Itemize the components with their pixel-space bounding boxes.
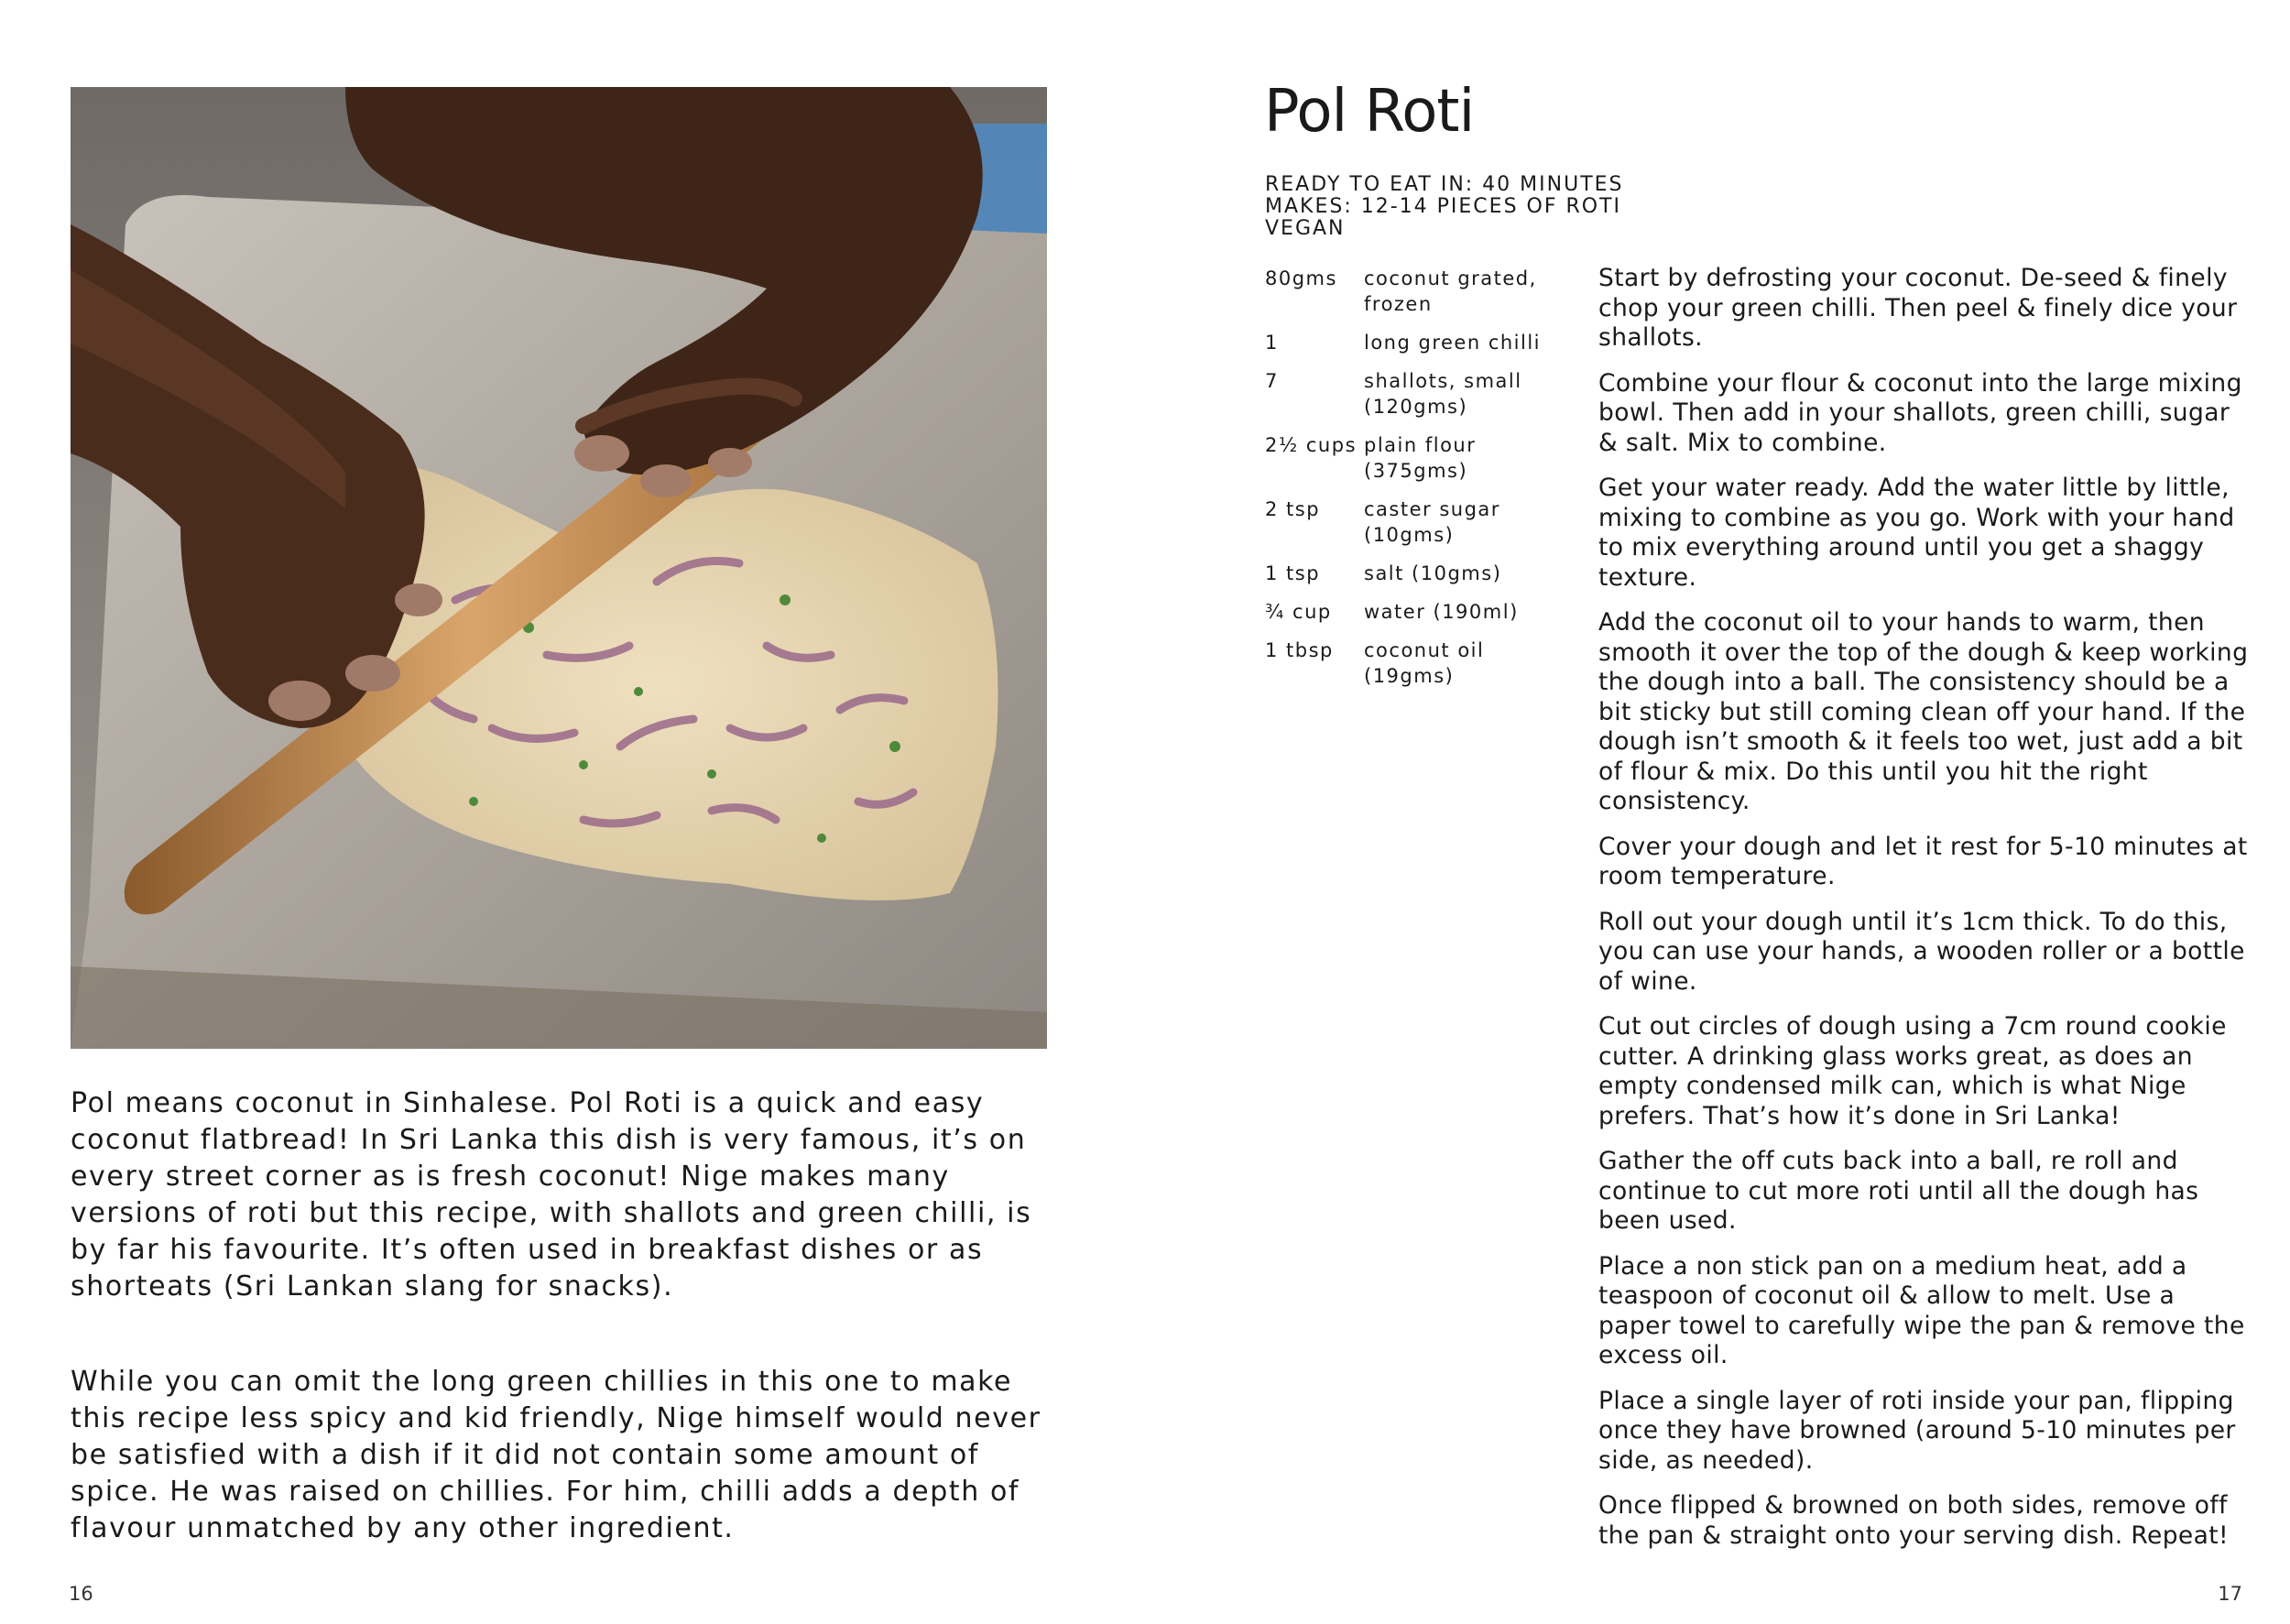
- ingredient-qty: 1 tbsp: [1265, 639, 1334, 661]
- ingredient-name: caster sugar (10gms): [1364, 498, 1500, 546]
- intro-paragraph: Pol means coconut in Sinhalese. Pol Roti is a quick and easy coconut flatbread! In Sri Lanka this dish is very famous, it’s on every street corner as is fresh coconut! Nige makes many versions of roti but this recipe, with shallots and green chilli, is by far his favourite. It’s often used in breakfast dishes or as shorteats (Sri Lankan slang for snacks).: [71, 1087, 1032, 1302]
- ingredient-name: salt (10gms): [1364, 562, 1502, 584]
- ingredient-name: plain flour (375gms): [1364, 434, 1477, 482]
- ingredient-row: [1265, 368, 1558, 420]
- photo-illustration: [71, 87, 1047, 1049]
- method-step: Get your water ready. Add the water little by little, mixing to combine as you go. Work with your hand to mix everything around until you get a shaggy texture.: [1598, 474, 2235, 592]
- ingredient-qty: 1 tsp: [1265, 562, 1321, 584]
- ingredient-row: [1265, 330, 1558, 355]
- method-step: Gather the off cuts back into a ball, re roll and continue to cut more roti until all the dough has been used.: [1598, 1147, 2199, 1235]
- ingredient-row: [1265, 496, 1558, 548]
- method-steps: [1598, 264, 2249, 1566]
- ingredient-qty: 1: [1265, 332, 1279, 354]
- ingredient-qty: 2 tsp: [1265, 498, 1321, 520]
- method-step: Place a single layer of roti inside your pan, flipping once they have browned (around 5-10 minutes per side, as needed).: [1598, 1386, 2236, 1475]
- ingredient-qty: 7: [1265, 370, 1279, 392]
- method-step: Cover your dough and let it rest for 5-10 minutes at room temperature.: [1598, 832, 2248, 890]
- ingredient-qty: 80gms: [1265, 267, 1337, 289]
- recipe-title: Pol Roti: [1264, 78, 1475, 146]
- ingredient-qty: 2½ cups: [1265, 434, 1358, 456]
- page-number-left: 16: [69, 1583, 93, 1605]
- diet-label: VEGAN: [1265, 217, 1346, 240]
- method-step: Once flipped & browned on both sides, remove off the pan & straight onto your serving dish. Repeat!: [1598, 1491, 2230, 1550]
- method-step: Add the coconut oil to your hands to warm, then smooth it over the top of the dough & keep working the dough into a ball. The consistency should be a bit sticky but still coming clean off your hand. If the dough isn’t smooth & it feels too wet, just add a bit of flour & mix. Do this until you hit the right consistency.: [1598, 608, 2249, 815]
- method-step: Roll out your dough until it’s 1cm thick. To do this, you can use your hands, a wooden roller or a bottle of wine.: [1598, 907, 2245, 996]
- method-step: Place a non stick pan on a medium heat, add a teaspoon of coconut oil & allow to melt. Use a paper towel to carefully wipe the pan & remove the excess oil.: [1598, 1251, 2245, 1369]
- ingredient-row: [1265, 638, 1558, 689]
- ingredient-name: coconut grated, frozen: [1364, 267, 1537, 315]
- ingredient-row: [1265, 432, 1558, 484]
- ready-time: READY TO EAT IN: 40 MINUTES: [1265, 173, 1624, 196]
- ingredient-row: [1265, 561, 1558, 586]
- ingredient-qty: ¾ cup: [1265, 601, 1332, 623]
- recipe-meta: [1265, 174, 1624, 240]
- recipe-photo: [71, 87, 1047, 1049]
- yield: MAKES: 12-14 PIECES OF ROTI: [1265, 195, 1622, 218]
- ingredient-name: long green chilli: [1364, 332, 1542, 354]
- intro-paragraph: While you can omit the long green chillies in this one to make this recipe less spicy and kid friendly, Nige himself would never be satisfied with a dish if it did not contain some amount of spice. He was raised on chillies. For him, chilli adds a depth of flavour unmatched by any other ingredient.: [71, 1366, 1041, 1544]
- ingredient-name: water (190ml): [1364, 601, 1519, 623]
- page-number-right: 17: [2218, 1583, 2242, 1605]
- ingredients-list: [1265, 266, 1558, 702]
- ingredient-name: coconut oil (19gms): [1364, 639, 1485, 687]
- ingredient-row: [1265, 266, 1558, 317]
- method-step: Cut out circles of dough using a 7cm round cookie cutter. A drinking glass works great, as does an empty condensed milk can, which is what Nige prefers. That’s how it’s done in Sri Lanka!: [1598, 1012, 2227, 1130]
- method-step: Start by defrosting your coconut. De-seed & finely chop your green chilli. Then peel & finely dice your shallots.: [1598, 264, 2238, 352]
- ingredient-name: shallots, small (120gms): [1364, 370, 1522, 418]
- method-step: Combine your flour & coconut into the large mixing bowl. Then add in your shallots, green chilli, sugar & salt. Mix to combine.: [1598, 368, 2242, 457]
- ingredient-row: [1265, 599, 1558, 625]
- intro-text: [71, 1085, 1060, 1606]
